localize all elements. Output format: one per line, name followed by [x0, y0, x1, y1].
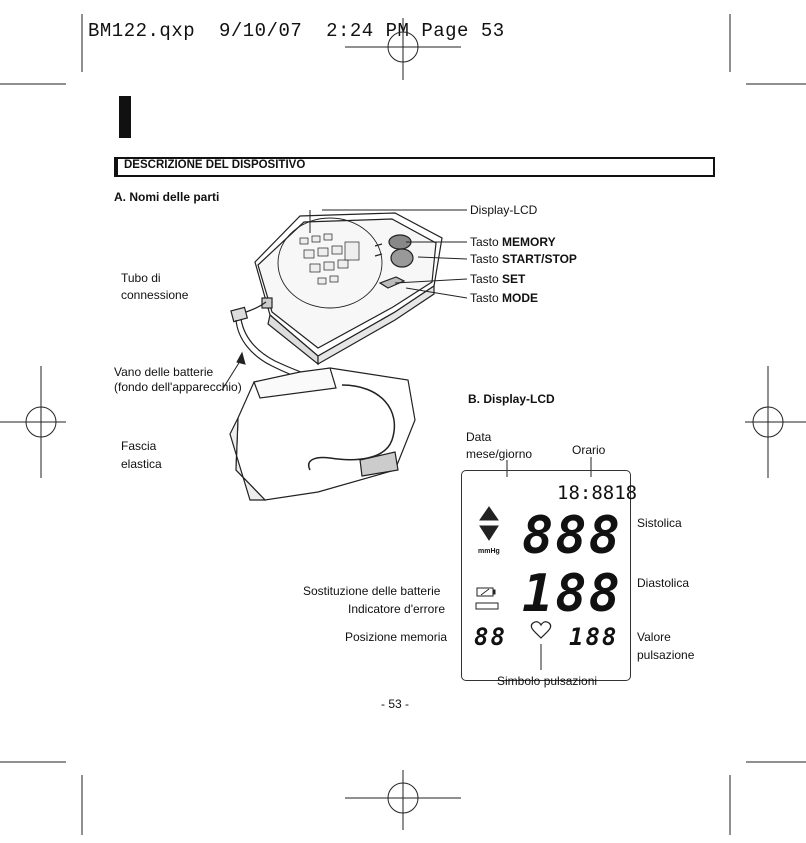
slug-date: 9/10/07 — [218, 20, 303, 42]
label-diastolic: Diastolica — [637, 576, 690, 590]
registration-mark-bottom — [345, 770, 461, 830]
label-date-line1: Data — [466, 430, 492, 444]
registration-mark-right — [745, 366, 806, 478]
lcd-time-digits: 18:8818 — [557, 482, 638, 504]
part-b-heading: B. Display-LCD — [468, 392, 555, 406]
label-time: Orario — [572, 443, 606, 457]
tasto-word: Tasto — [470, 252, 499, 266]
cuff-illustration — [230, 368, 415, 500]
label-battery-line2: (fondo dell'apparecchio) — [114, 380, 242, 394]
memory-key-name: MEMORY — [502, 235, 556, 249]
lcd-systolic-digits: 888 — [522, 506, 622, 566]
label-tasto-start-stop — [470, 251, 577, 267]
lcd-memory-digits: 88 — [474, 623, 507, 651]
label-cuff-line1: Fascia — [121, 439, 157, 453]
label-pulse-symbol: Simbolo pulsazioni — [497, 674, 598, 688]
slug-time: 2:24 PM — [326, 20, 410, 42]
start-stop-key-name: START/STOP — [502, 252, 577, 266]
lcd-pulse-digits: 188 — [569, 623, 619, 651]
slug-page: Page 53 — [421, 20, 505, 42]
registration-mark-left — [0, 366, 66, 478]
label-systolic: Sistolica — [637, 516, 682, 530]
tasto-word: Tasto — [470, 272, 499, 286]
label-tube-line2: connessione — [121, 288, 189, 302]
label-memory-position: Posizione memoria — [345, 630, 448, 644]
label-error-indicator: Indicatore d'errore — [348, 602, 446, 616]
lcd-unit-mmhg: mmHg — [478, 548, 500, 555]
label-tasto-memory — [470, 234, 556, 250]
page-number: - 53 - — [381, 697, 410, 711]
tasto-word: Tasto — [470, 235, 499, 249]
label-tube-line1: Tubo di — [121, 271, 161, 285]
part-a-heading: A. Nomi delle parti — [114, 190, 220, 204]
label-battery-replace: Sostituzione delle batterie — [303, 584, 441, 598]
language-tab-bar — [119, 96, 131, 138]
tasto-word: Tasto — [470, 291, 499, 305]
set-key-name: SET — [502, 272, 526, 286]
lcd-diastolic-digits: 188 — [522, 564, 622, 624]
label-tasto-mode — [470, 290, 538, 306]
label-pulse-value-line1: Valore — [637, 630, 671, 644]
monitor-illustration — [255, 213, 442, 364]
label-tasto-set — [470, 271, 525, 287]
section-title: DESCRIZIONE DEL DISPOSITIVO — [124, 159, 306, 171]
mode-key-name: MODE — [502, 291, 539, 305]
registration-mark-top — [345, 18, 461, 80]
label-pulse-value-line2: pulsazione — [637, 648, 695, 662]
label-display-lcd: Display-LCD — [470, 203, 538, 217]
label-cuff-line2: elastica — [121, 457, 162, 471]
label-battery-line1: Vano delle batterie — [114, 365, 214, 379]
label-date-line2: mese/giorno — [466, 447, 533, 461]
slug-file: BM122.qxp — [88, 20, 196, 42]
